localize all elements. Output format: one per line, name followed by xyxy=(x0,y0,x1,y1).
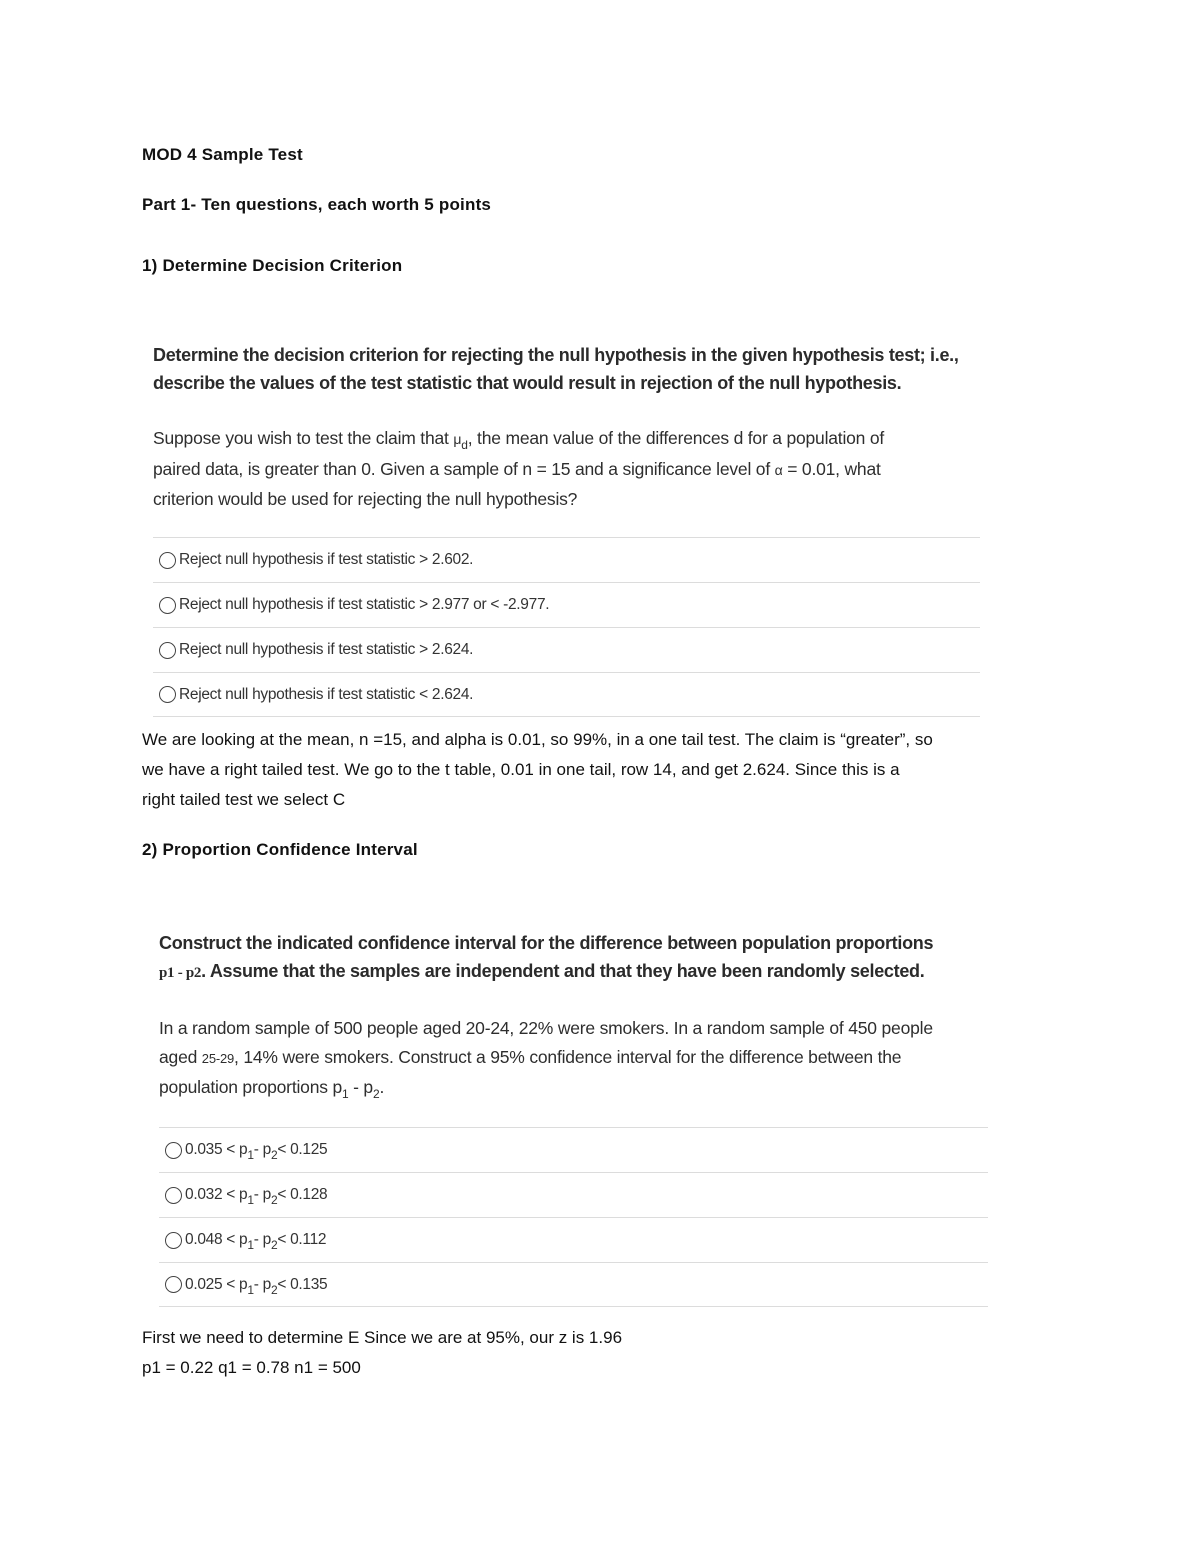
q1-answer-line1: We are looking at the mean, n =15, and alpha is 0.01, so 99%, in a one tail test. The claim is “greater”, so xyxy=(142,730,933,749)
radio-icon[interactable] xyxy=(159,686,176,703)
q1-body-line1: Suppose you wish to test the claim that $\mu_d$, the mean value of the differences d for a population of xyxy=(153,428,885,452)
radio-icon[interactable] xyxy=(165,1142,182,1159)
q2-heading: 2) Proportion Confidence Interval xyxy=(142,840,418,859)
q2-body-line3: population proportions $p_1 - p_2$. xyxy=(159,1077,385,1101)
doc-title: MOD 4 Sample Test xyxy=(142,145,303,164)
q1-body-line3: criterion would be used for rejecting the null hypothesis? xyxy=(153,489,578,509)
q1-body-line2: paired data, is greater than 0. Given a sample of n = 15 and a significance level of α = 0.01, what xyxy=(153,459,881,479)
q1-option-a[interactable]: Reject null hypothesis if test statistic > 2.602. xyxy=(153,537,980,582)
q2-option-b[interactable]: 0.032 < p 1 - p 2 < 0.128 xyxy=(159,1172,988,1217)
radio-icon[interactable] xyxy=(159,642,176,659)
radio-icon[interactable] xyxy=(165,1232,182,1249)
q2-answer xyxy=(142,1323,1072,1383)
radio-icon[interactable] xyxy=(165,1276,182,1293)
q2-option-a[interactable]: 0.035 < p 1 - p 2 < 0.125 xyxy=(159,1127,988,1172)
q1-heading: 1) Determine Decision Criterion xyxy=(142,256,403,275)
q1-title-line2: describe the values of the test statistic that would result in rejection of the null hypothesis. xyxy=(153,373,902,393)
q1-answer-line3: right tailed test we select C xyxy=(142,790,346,809)
radio-icon[interactable] xyxy=(165,1187,182,1204)
q1-option-d[interactable]: Reject null hypothesis if test statistic < 2.624. xyxy=(153,672,980,717)
q1-answer xyxy=(142,725,1072,815)
q1-options xyxy=(153,537,980,717)
q2-body-line2: aged 25-29, 14% were smokers. Construct a 95% confidence interval for the difference between the xyxy=(159,1047,902,1067)
q2-question xyxy=(159,929,1019,1104)
q1-question xyxy=(153,341,1013,514)
q2-title-line1: Construct the indicated confidence interval for the difference between population proportions xyxy=(159,933,934,953)
radio-icon[interactable] xyxy=(159,552,176,569)
q2-option-c[interactable]: 0.048 < p 1 - p 2 < 0.112 xyxy=(159,1217,988,1262)
q2-options xyxy=(159,1127,988,1307)
q1-option-b[interactable]: Reject null hypothesis if test statistic > 2.977 or < -2.977. xyxy=(153,582,980,627)
q2-answer-line1: First we need to determine E Since we are at 95%, our z is 1.96 xyxy=(142,1328,623,1347)
q1-answer-line2: we have a right tailed test. We go to the t table, 0.01 in one tail, row 14, and get 2.624. Since this is a xyxy=(142,760,900,779)
q1-option-c[interactable]: Reject null hypothesis if test statistic > 2.624. xyxy=(153,627,980,672)
q2-body-line1: In a random sample of 500 people aged 20-24, 22% were smokers. In a random sample of 450 people xyxy=(159,1018,933,1038)
q2-answer-line2: p1 = 0.22 q1 = 0.78 n1 = 500 xyxy=(142,1358,361,1377)
q1-title-line1: Determine the decision criterion for rejecting the null hypothesis in the given hypothesis test; i.e., xyxy=(153,345,959,365)
radio-icon[interactable] xyxy=(159,597,176,614)
part-heading: Part 1- Ten questions, each worth 5 points xyxy=(142,195,492,214)
q2-title-line2: p1 - p2. Assume that the samples are independent and that they have been randomly selected. xyxy=(159,961,925,981)
q2-option-d[interactable]: 0.025 < p 1 - p 2 < 0.135 xyxy=(159,1262,988,1307)
